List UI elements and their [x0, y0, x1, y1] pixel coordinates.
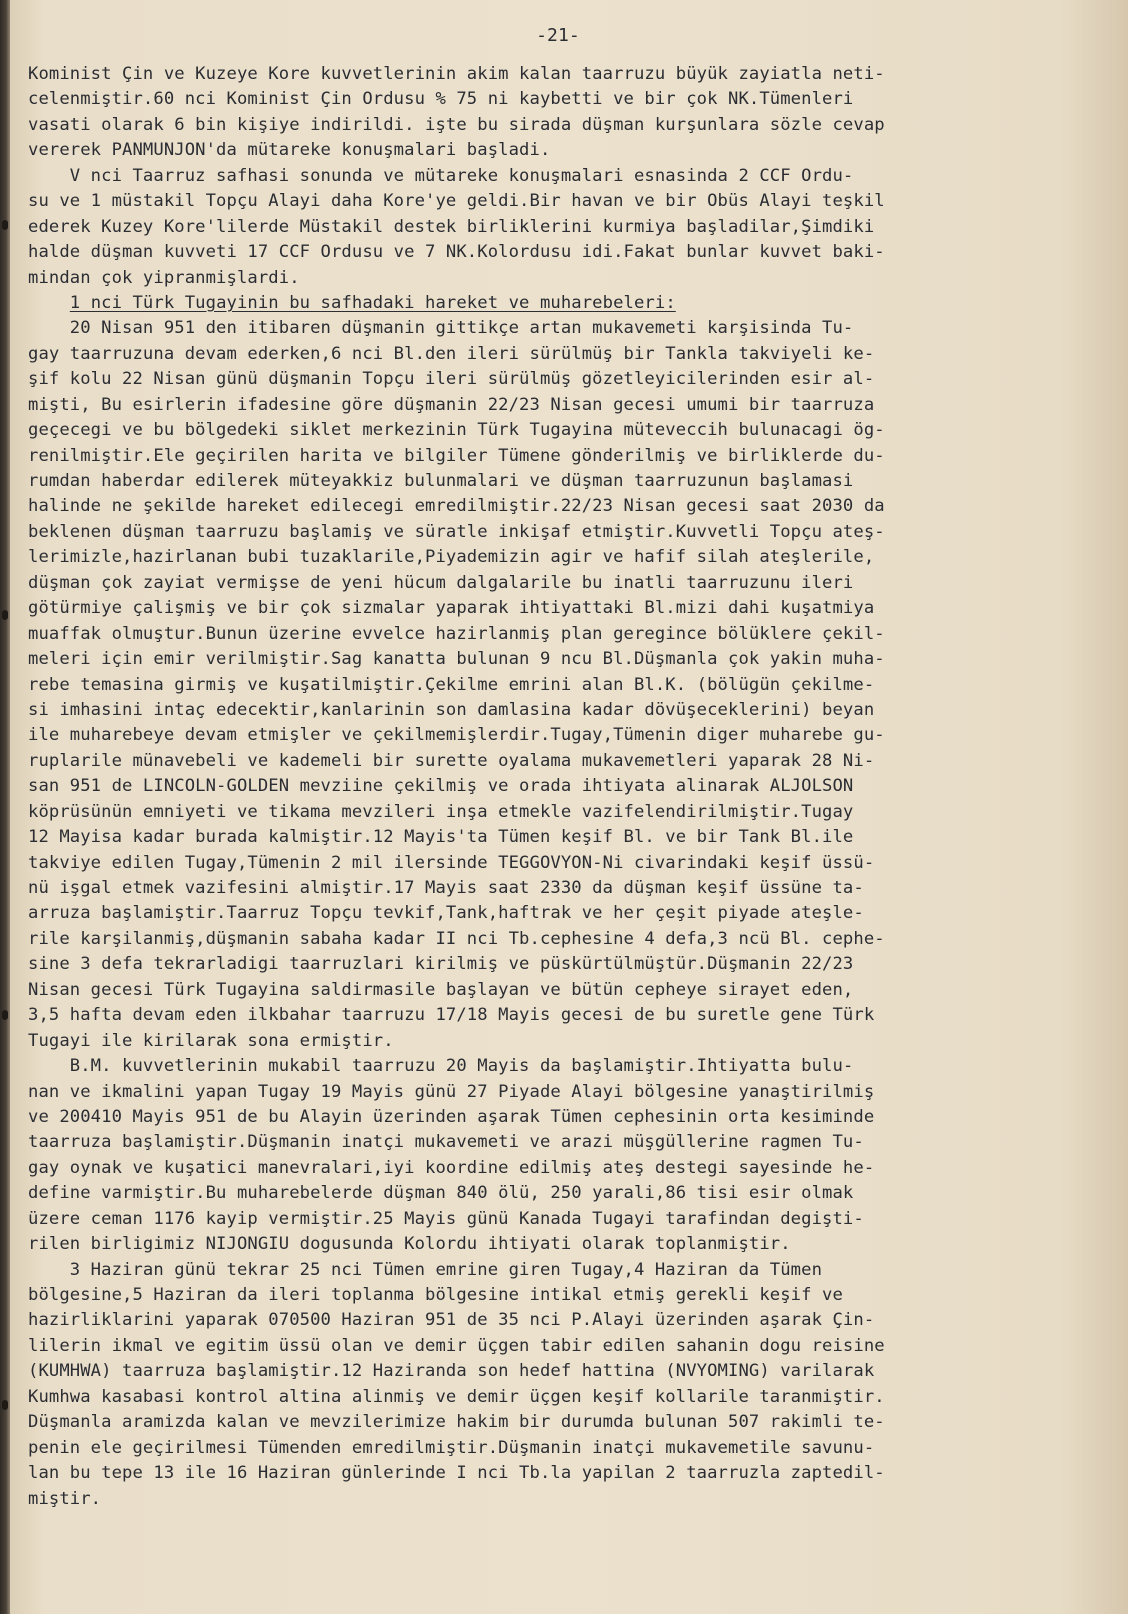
text-line: 3 Haziran günü tekrar 25 nci Tümen emrine giren Tugay,4 Haziran da Tümen: [28, 1259, 823, 1280]
text-line: 20 Nisan 951 den itibaren düşmanin gittikçe artan mukavemeti karşisinda Tu-: [28, 318, 854, 339]
section-heading-text: 1 nci Türk Tugayinin bu safhadaki hareket ve muharebeleri:: [69, 292, 676, 313]
text-line: ruplarile münavebeli ve kademeli bir surette oyalama mukavemetleri yaparak 28 Ni-: [28, 750, 875, 771]
text-line: üzere ceman 1176 kayip vermiştir.25 Mayis günü Kanada Tugayi tarafindan degişti-: [28, 1208, 864, 1229]
text-line: rumdan haberdar edilerek müteyakkiz bulunmalari ve düşman taarruzunun başlamasi: [28, 471, 854, 491]
text-line: gay taarruzuna devam ederken,6 nci Bl.den ileri sürülmüş bir Tankla takviyeli ke-: [28, 343, 875, 364]
text-line: ile muharebeye devam etmişler ve çekilmemişlerdir.Tugay,Tümenin diger muharebe gu-: [28, 725, 885, 746]
text-line: lerimizle,hazirlanan bubi tuzaklarile,Piyademizin agir ve hafif silah ateşlerile,: [28, 547, 875, 568]
binding-hole: [2, 220, 8, 230]
text-line: taarruza başlamiştir.Düşmanin inatçi mukavemeti ve arazi müşgüllerine ragmen Tu-: [28, 1132, 864, 1153]
text-line: 12 Mayisa kadar burada kalmiştir.12 Mayis'ta Tümen keşif Bl. ve bir Tank Bl.ile: [28, 827, 854, 848]
text-line: ederek Kuzey Kore'lilerde Müstakil destek birliklerini kurmiya başladilar,Şimdiki: [28, 216, 875, 237]
text-line: si imhasini intaç edecektir,kanlarinin son damlasina kadar dövüşeceklerini) beyan: [28, 699, 875, 720]
text-line: vasati olarak 6 bin kişiye indirildi. işte bu sirada düşman kurşunlara sözle cevap: [28, 114, 885, 135]
text-line: vererek PANMUNJON'da mütareke konuşmalari başladi.: [28, 140, 551, 161]
page-number: -21-: [536, 25, 580, 46]
text-line: rilen birligimiz NIJONGIU dogusunda Kolordu ihtiyati olarak toplanmiştir.: [28, 1234, 791, 1255]
text-line: Kominist Çin ve Kuzeye Kore kuvvetlerinin akim kalan taarruzu büyük zayiatla neti-: [28, 64, 885, 84]
text-line: (KUMHWA) taarruza başlamiştir.12 Haziranda son hedef hattina (NVYOMING) varilarak: [28, 1361, 875, 1382]
page-binding: [0, 0, 10, 1614]
text-line: muaffak olmuştur.Bunun üzerine evvelce hazirlanmiş plan geregince bölüklere çekil-: [28, 623, 885, 644]
text-line: Kumhwa kasabasi kontrol altina alinmiş ve demir üçgen keşif kollarile taranmiştir.: [28, 1386, 885, 1407]
text-line: şif kolu 22 Nisan günü düşmanin Topçu ileri sürülmüş gözetleyicilerinden esir al-: [28, 369, 875, 390]
text-line: B.M. kuvvetlerinin mukabil taarruzu 20 Mayis da başlamiştir.Ihtiyatta bulu-: [28, 1056, 854, 1077]
text-line: halde düşman kuvveti 17 CCF Ordusu ve 7 NK.Kolordusu idi.Fakat bunlar kuvvet baki-: [28, 242, 885, 263]
text-line: rebe temasina girmiş ve kuşatilmiştir.Çekilme emrini alan Bl.K. (bölügün çekilme-: [28, 674, 875, 695]
text-line: Düşmanla aramizda kalan ve mevzilerimize hakim bir durumda bulunan 507 rakimli te-: [28, 1412, 885, 1433]
text-line: penin ele geçirilmesi Tümenden emredilmiştir.Düşmanin inatçi mukavemetile savunu-: [28, 1437, 875, 1458]
text-line: nü işgal etmek vazifesini almiştir.17 Mayis saat 2330 da düşman keşif üssüne ta-: [28, 878, 864, 898]
section-heading: [28, 291, 1088, 316]
text-line: halinde ne şekilde hareket edilecegi emredilmiştir.22/23 Nisan gecesi saat 2030 da: [28, 496, 885, 517]
text-line: V nci Taarruz safhasi sonunda ve mütareke konuşmalari esnasinda 2 CCF Ordu-: [28, 165, 854, 186]
text-line: mindan çok yipranmişlardi.: [28, 267, 300, 288]
text-line: takviye edilen Tugay,Tümenin 2 mil ilersinde TEGGOVYON-Ni civarindaki keşif üssü-: [28, 852, 875, 873]
text-line: Nisan gecesi Türk Tugayina saldirmasile başlayan ve bütün cepheye sirayet eden,: [28, 979, 854, 1000]
text-line: meleri için emir verilmiştir.Sag kanatta bulunan 9 ncu Bl.Düşmanla çok yakin muha-: [28, 649, 885, 670]
text-line: lan bu tepe 13 ile 16 Haziran günlerinde I nci Tb.la yapilan 2 taarruzla zaptedil-: [28, 1463, 885, 1484]
text-line: ve 200410 Mayis 951 de bu Alayin üzerinden aşarak Tümen cephesinin orta kesiminde: [28, 1106, 875, 1127]
text-line: arruza başlamiştir.Taarruz Topçu tevkif,Tank,haftrak ve her çeşit piyade ateşle-: [28, 903, 864, 924]
text-line: renilmiştir.Ele geçirilen harita ve bilgiler Tümene gönderilmiş ve birliklerde du-: [28, 445, 885, 466]
text-line: san 951 de LINCOLN-GOLDEN mevziine çekilmiş ve orada ihtiyata alinarak ALJOLSON: [28, 776, 854, 797]
binding-hole: [2, 1400, 8, 1410]
text-line: geçecegi ve bu bölgedeki siklet merkezinin Türk Tugayina müteveccih bulunacagi ög-: [28, 420, 885, 441]
binding-hole: [2, 1010, 8, 1020]
text-line: su ve 1 müstakil Topçu Alayi daha Kore'ye geldi.Bir havan ve bir Obüs Alayi teşkil: [28, 191, 885, 212]
text-line: nan ve ikmalini yapan Tugay 19 Mayis günü 27 Piyade Alayi bölgesine yanaştirilmiş: [28, 1081, 875, 1102]
text-line: düşman çok zayiat vermişse de yeni hücum dalgalarile bu inatli taarruzunu ileri: [28, 572, 854, 593]
binding-hole: [2, 610, 8, 620]
document-body: [28, 24, 1088, 1512]
text-line: gay oynak ve kuşatici manevralari,iyi koordine edilmiş ateş destegi sayesinde he-: [28, 1157, 875, 1178]
text-lines: [28, 62, 1088, 1512]
text-line: beklenen düşman taarruzu başlamiş ve süratle inkişaf etmiştir.Kuvvetli Topçu ateş-: [28, 521, 885, 542]
text-line: 3,5 hafta devam eden ilkbahar taarruzu 17/18 Mayis gecesi de bu suretle gene Türk: [28, 1005, 875, 1026]
text-line: hazirliklarini yaparak 070500 Haziran 951 de 35 nci P.Alayi üzerinden aşarak Çin-: [28, 1310, 875, 1331]
text-line: Tugayi ile kirilarak sona ermiştir.: [28, 1030, 394, 1051]
text-line: götürmiye çalişmiş ve bir çok sizmalar yaparak ihtiyattaki Bl.mizi dahi kuşatmiya: [28, 598, 875, 619]
text-line: celenmiştir.60 nci Kominist Çin Ordusu % 75 ni kaybetti ve bir çok NK.Tümenleri: [28, 89, 854, 110]
text-line: mişti, Bu esirlerin ifadesine göre düşmanin 22/23 Nisan gecesi umumi bir taarruza: [28, 394, 875, 415]
text-line: rile karşilanmiş,düşmanin sabaha kadar II nci Tb.cephesine 4 defa,3 ncü Bl. cephe-: [28, 928, 885, 949]
text-line: bölgesine,5 Haziran da ileri toplanma bölgesine intikal etmiş gerekli keşif ve: [28, 1285, 843, 1305]
text-line: lilerin ikmal ve egitim üssü olan ve demir üçgen tabir edilen sahanin dogu reisine: [28, 1335, 885, 1356]
text-line: miştir.: [28, 1488, 102, 1509]
text-line: sine 3 defa tekrarladigi taarruzlari kirilmiş ve püskürtülmüştür.Düşmanin 22/23: [28, 954, 854, 975]
text-line: köprüsünün emniyeti ve tikama mevzileri inşa etmekle vazifelendirilmiştir.Tugay: [28, 801, 854, 822]
text-line: define varmiştir.Bu muharebelerde düşman 840 ölü, 250 yarali,86 tisi esir olmak: [28, 1183, 854, 1204]
